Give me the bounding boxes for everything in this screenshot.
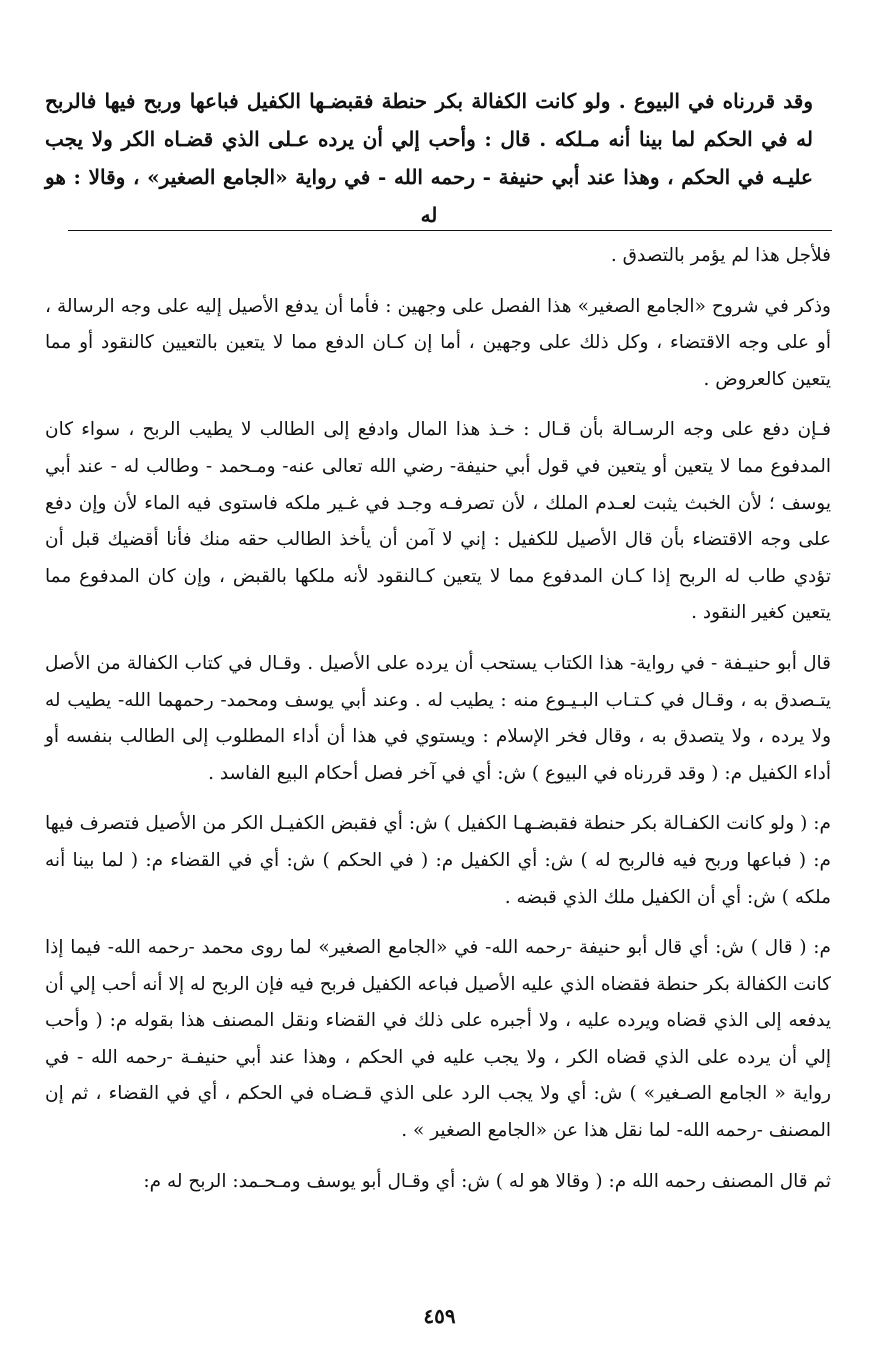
- main-text-paragraph: وقد قررناه في البيوع . ولو كانت الكفالة بكر حنطة فقبضـها الكفيل فباعها وربح فيها فالربح له في الحكم لما بينا أنه مـلكه . قال : وأحب إلي أن يرده عـلى الذي قضـاه الكر ولا يجب عليـه في الحكم ، وهذا عند أبي حنيفة - رحمه الله - في رواية «الجامع الصغير» ، وقالا : هو له: [45, 89, 813, 227]
- commentary-block: [45, 238, 831, 1200]
- commentary-paragraph-1: فلأجل هذا لم يؤمر بالتصدق .: [610, 245, 831, 266]
- page-number: ٤٥٩: [423, 1304, 456, 1328]
- section-divider: [68, 230, 832, 231]
- commentary-paragraph-5: م: ( ولو كانت الكفـالة بكر حنطة فقبضـهـا الكفيل ) ش: أي فقبض الكفيـل الكر من الأصيل فتصرف فيها م: ( فباعها وربح فيه فالربح له ) ش: أي الكفيل م: ( في الحكم ) ش: أي في القضاء م: ( لما بينا أنه ملكه ) ش: أي أن الكفيل ملك الذي قبضه .: [45, 813, 831, 908]
- commentary-paragraph-2: وذكر في شروح «الجامع الصغير» هذا الفصل على وجهين : فأما أن يدفع الأصيل إليه على وجه الرسالة ، أو على وجه الاقتضاء ، وكل ذلك على وجهين ، أما إن كـان الدفع مما لا يتعين بالتعيين كالنقود أو مما يتعين كالعروض .: [45, 295, 831, 390]
- commentary-paragraph-3: فـإن دفع على وجه الرسـالة بأن قـال : خـذ هذا المال وادفع إلى الطالب لا يطيب الربح ، سواء كان المدفوع مما لا يتعين أو يتعين في قول أبي حنيفة- رضي الله تعالى عنه- ومـحمد - وطالب له - عند أبي يوسف ؛ لأن الخبث يثبت لعـدم الملك ، لأن تصرفـه وجـد في غـير ملكه فاستوى فيه الماء لأن وإن دفع على وجه الاقتضاء بأن قال الأصيل للكفيل : إني لا آمن أن يأخذ الطالب حقه منك فأنا أقضيك قبل أن تؤدي طاب له الربح إذا كـان المدفوع مما لا يتعين كـالنقود لأنه ملكها بالقبض ، وإن كان المدفوع مما يتعين كغير النقود .: [45, 419, 831, 624]
- commentary-paragraph-4: قال أبو حنيـفة - في رواية- هذا الكتاب يستحب أن يرده على الأصيل . وقـال في كتاب الكفالة من الأصل يتـصدق به ، وقـال في كـتـاب البـيـوع منه : يطيب له . وعند أبي يوسف ومحمد- رحمهما الله- يطيب له ولا يرده ، ولا يتصدق به ، وقال فخر الإسلام : ويستوي في هذا أن أداء المطلوب إلى الطالب بنفسه أو أداء الكفيل م: ( وقد قررناه في البيوع ) ش: أي في آخر فصل أحكام البيع الفاسد .: [45, 652, 831, 784]
- commentary-paragraph-6: م: ( قال ) ش: أي قال أبو حنيفة -رحمه الله- في «الجامع الصغير» لما روى محمد -رحمه الله- فيما إذا كانت الكفالة بكر حنطة فقضاه الذي عليه الأصيل فباعه الكفيل فربح فيه فإن الربح له إلا أنه أحب إلي أن يدفعه إلى الذي قضاه ويرده عليه ، ولا أجبره على ذلك في القضاء ونقل المصنف هذا بقوله م: ( وأحب إلي أن يرده على الذي قضاه الكر ، ولا يجب عليه في الحكم ، وهذا عند أبي حنيفـة -رحمه الله - في رواية « الجامع الصـغير» ) ش: أي ولا يجب الرد على الذي قـضـاه في الحكم ، أي في القضاء ، ثم إن المصنف -رحمه الله- لما نقل هذا عن «الجامع الصغير » .: [45, 937, 831, 1142]
- main-text-block: [45, 82, 813, 234]
- commentary-paragraph-7: ثم قال المصنف رحمه الله م: ( وقالا هو له ) ش: أي وقـال أبو يوسف ومـحـمد: الربح له م:: [143, 1170, 831, 1192]
